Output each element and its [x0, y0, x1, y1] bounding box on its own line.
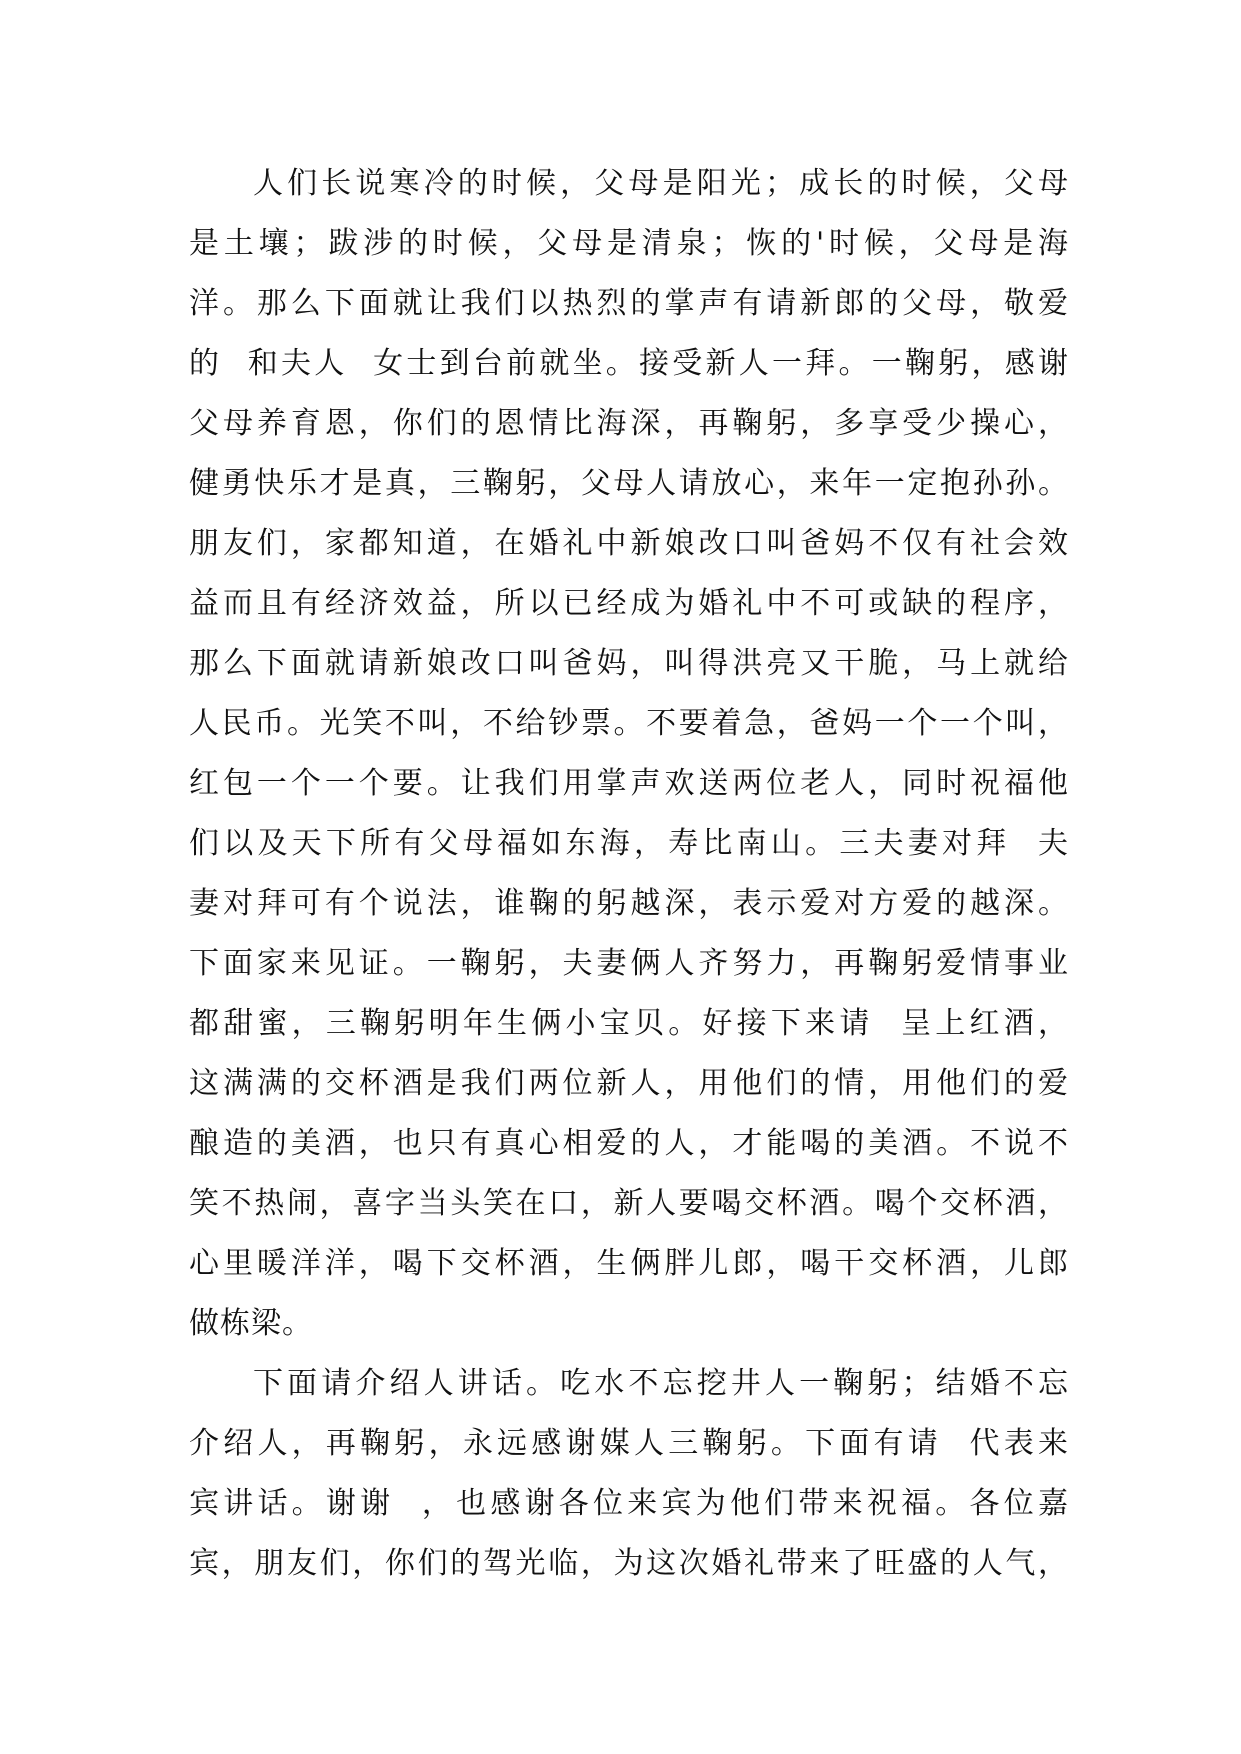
paragraph-line: 下面请介绍人讲话。吃水不忘挖井人一鞠躬；结婚不忘 — [253, 1366, 1069, 1401]
body-text — [189, 154, 1069, 1594]
paragraph-line: 介绍人，再鞠躬，永远感谢媒人三鞠躬。下面有请 代表来 — [189, 1426, 1069, 1461]
paragraph-line: 父母养育恩，你们的恩情比海深，再鞠躬，多享受少操心， — [189, 406, 1069, 441]
paragraph-line: 妻对拜可有个说法，谁鞠的躬越深，表示爱对方爱的越深。 — [189, 886, 1069, 921]
paragraph-line: 的 和夫人 女士到台前就坐。接受新人一拜。一鞠躬，感谢 — [189, 346, 1069, 381]
paragraph-line: 做栋梁。 — [189, 1306, 313, 1341]
paragraph-line: 心里暖洋洋，喝下交杯酒，生俩胖儿郎，喝干交杯酒，儿郎 — [189, 1246, 1069, 1281]
paragraph-line: 这满满的交杯酒是我们两位新人，用他们的情，用他们的爱 — [189, 1066, 1069, 1101]
paragraph-line: 那么下面就请新娘改口叫爸妈，叫得洪亮又干脆，马上就给 — [189, 646, 1069, 681]
paragraph-line: 朋友们，家都知道，在婚礼中新娘改口叫爸妈不仅有社会效 — [189, 526, 1069, 561]
paragraph-line: 下面家来见证。一鞠躬，夫妻俩人齐努力，再鞠躬爱情事业 — [189, 946, 1069, 981]
paragraph-line: 是土壤；跋涉的时候，父母是清泉；恢的'时候，父母是海 — [189, 226, 1069, 261]
paragraph-line: 健勇快乐才是真，三鞠躬，父母人请放心，来年一定抱孙孙。 — [189, 466, 1069, 501]
paragraph-line: 们以及天下所有父母福如东海，寿比南山。三夫妻对拜 夫 — [189, 826, 1069, 861]
paragraph-line: 酿造的美酒，也只有真心相爱的人，才能喝的美酒。不说不 — [189, 1126, 1069, 1161]
paragraph-line: 红包一个一个要。让我们用掌声欢送两位老人，同时祝福他 — [189, 766, 1069, 801]
paragraph-line: 都甜蜜，三鞠躬明年生俩小宝贝。好接下来请 呈上红酒， — [189, 1006, 1069, 1041]
paragraph-line: 益而且有经济效益，所以已经成为婚礼中不可或缺的程序， — [189, 586, 1069, 621]
paragraph-line: 人们长说寒冷的时候，父母是阳光；成长的时候，父母 — [253, 166, 1069, 201]
paragraph-line: 宾讲话。谢谢 ，也感谢各位来宾为他们带来祝福。各位嘉 — [189, 1486, 1069, 1521]
paragraph-line: 笑不热闹，喜字当头笑在口，新人要喝交杯酒。喝个交杯酒， — [189, 1186, 1069, 1221]
paragraph-line: 人民币。光笑不叫，不给钞票。不要着急，爸妈一个一个叫， — [189, 706, 1069, 741]
paragraph-line: 洋。那么下面就让我们以热烈的掌声有请新郎的父母，敬爱 — [189, 286, 1069, 321]
paragraph-line: 宾，朋友们，你们的驾光临，为这次婚礼带来了旺盛的人气， — [189, 1546, 1069, 1581]
